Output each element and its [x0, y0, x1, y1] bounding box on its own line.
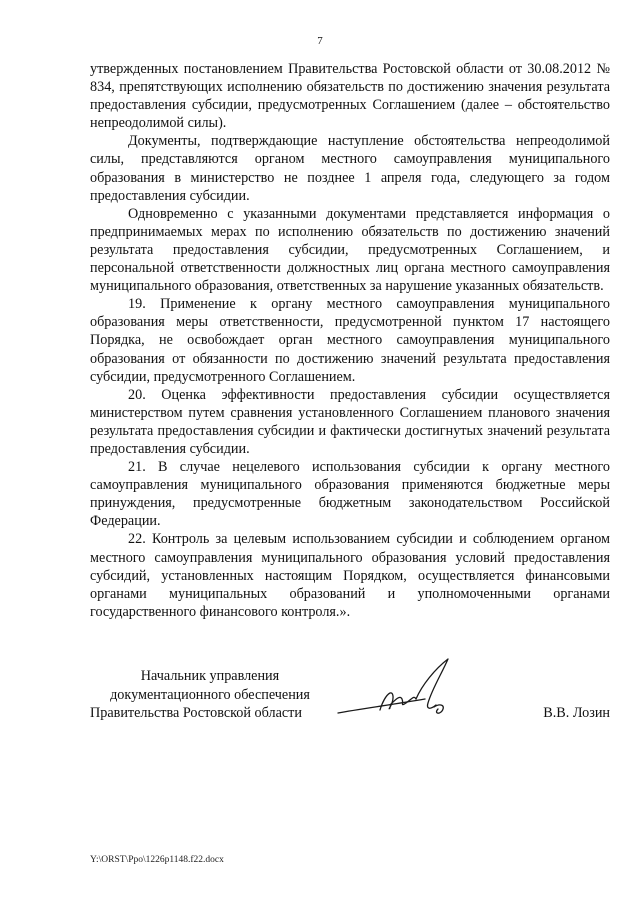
paragraph-force-majeure-documents: Документы, подтверждающие наступление обстоятельства непреодолимой силы, представляются органом местного самоуправления муниципального образования в министерство не позднее 1 апреля года, следующего за годом предоставления субсидии.	[90, 133, 610, 204]
signer-position	[90, 667, 330, 723]
paragraph-item-19: 19. Применение к органу местного самоуправления муниципального образования меры ответственности, предусмотренной пунктом 17 настоящего Порядка, не освобождает орган местного самоуправления муниципального образования от обязанности по достижению значений результата предоставления субсидии, предусмотренного Соглашением.	[90, 296, 610, 385]
paragraph-item-20: 20. Оценка эффективности предоставления субсидии осуществляется министерством путем сравнения установленного Соглашением планового значения результата предоставления субсидии и фактически достигнутых значений результата предоставления субсидии.	[90, 386, 610, 457]
paragraph-continuation: утвержденных постановлением Правительства Ростовской области от 30.08.2012 № 834, препятствующих исполнению обязательств по достижению значения результата предоставления субсидии, предусмотренных Соглашением (далее – обстоятельство непреодолимой силы).	[90, 61, 610, 132]
handwritten-signature	[330, 655, 490, 725]
signature-block	[90, 667, 610, 727]
paragraph-item-21: 21. В случае нецелевого использования субсидии к органу местного самоуправления муниципального образования применяются бюджетные меры принуждения, предусмотренные бюджетным законодательством Российской Федерации.	[90, 459, 610, 530]
signer-position-line-2: документационного обеспечения	[110, 686, 310, 703]
paragraph-item-22: 22. Контроль за целевым использованием субсидии и соблюдением органом местного самоуправления муниципального образования условий предоставления субсидий, установленных настоящим Порядком, осуществляется финансовыми органами муниципальных образований и уполномоченными органами государственного финансового контроля.».	[90, 531, 610, 620]
document-body	[90, 60, 610, 621]
page-number: 7	[317, 35, 323, 47]
paragraph-measures-information: Одновременно с указанными документами представляется информация о предпринимаемых мерах по исполнению обязательств по достижению значений результата предоставления субсидии, предусмотренных Соглашением, и персональной ответственности должностных лиц органа местного самоуправления муниципального образования, ответственных за нарушение указанных обязательств.	[90, 205, 610, 295]
signer-position-line-1: Начальник управления	[140, 668, 280, 684]
signer-name: В.В. Лозин	[543, 705, 610, 721]
footer-file-path: Y:\ORST\Ppo\1226p1148.f22.docx	[90, 855, 224, 865]
signer-position-line-3: Правительства Ростовской области	[90, 705, 302, 721]
